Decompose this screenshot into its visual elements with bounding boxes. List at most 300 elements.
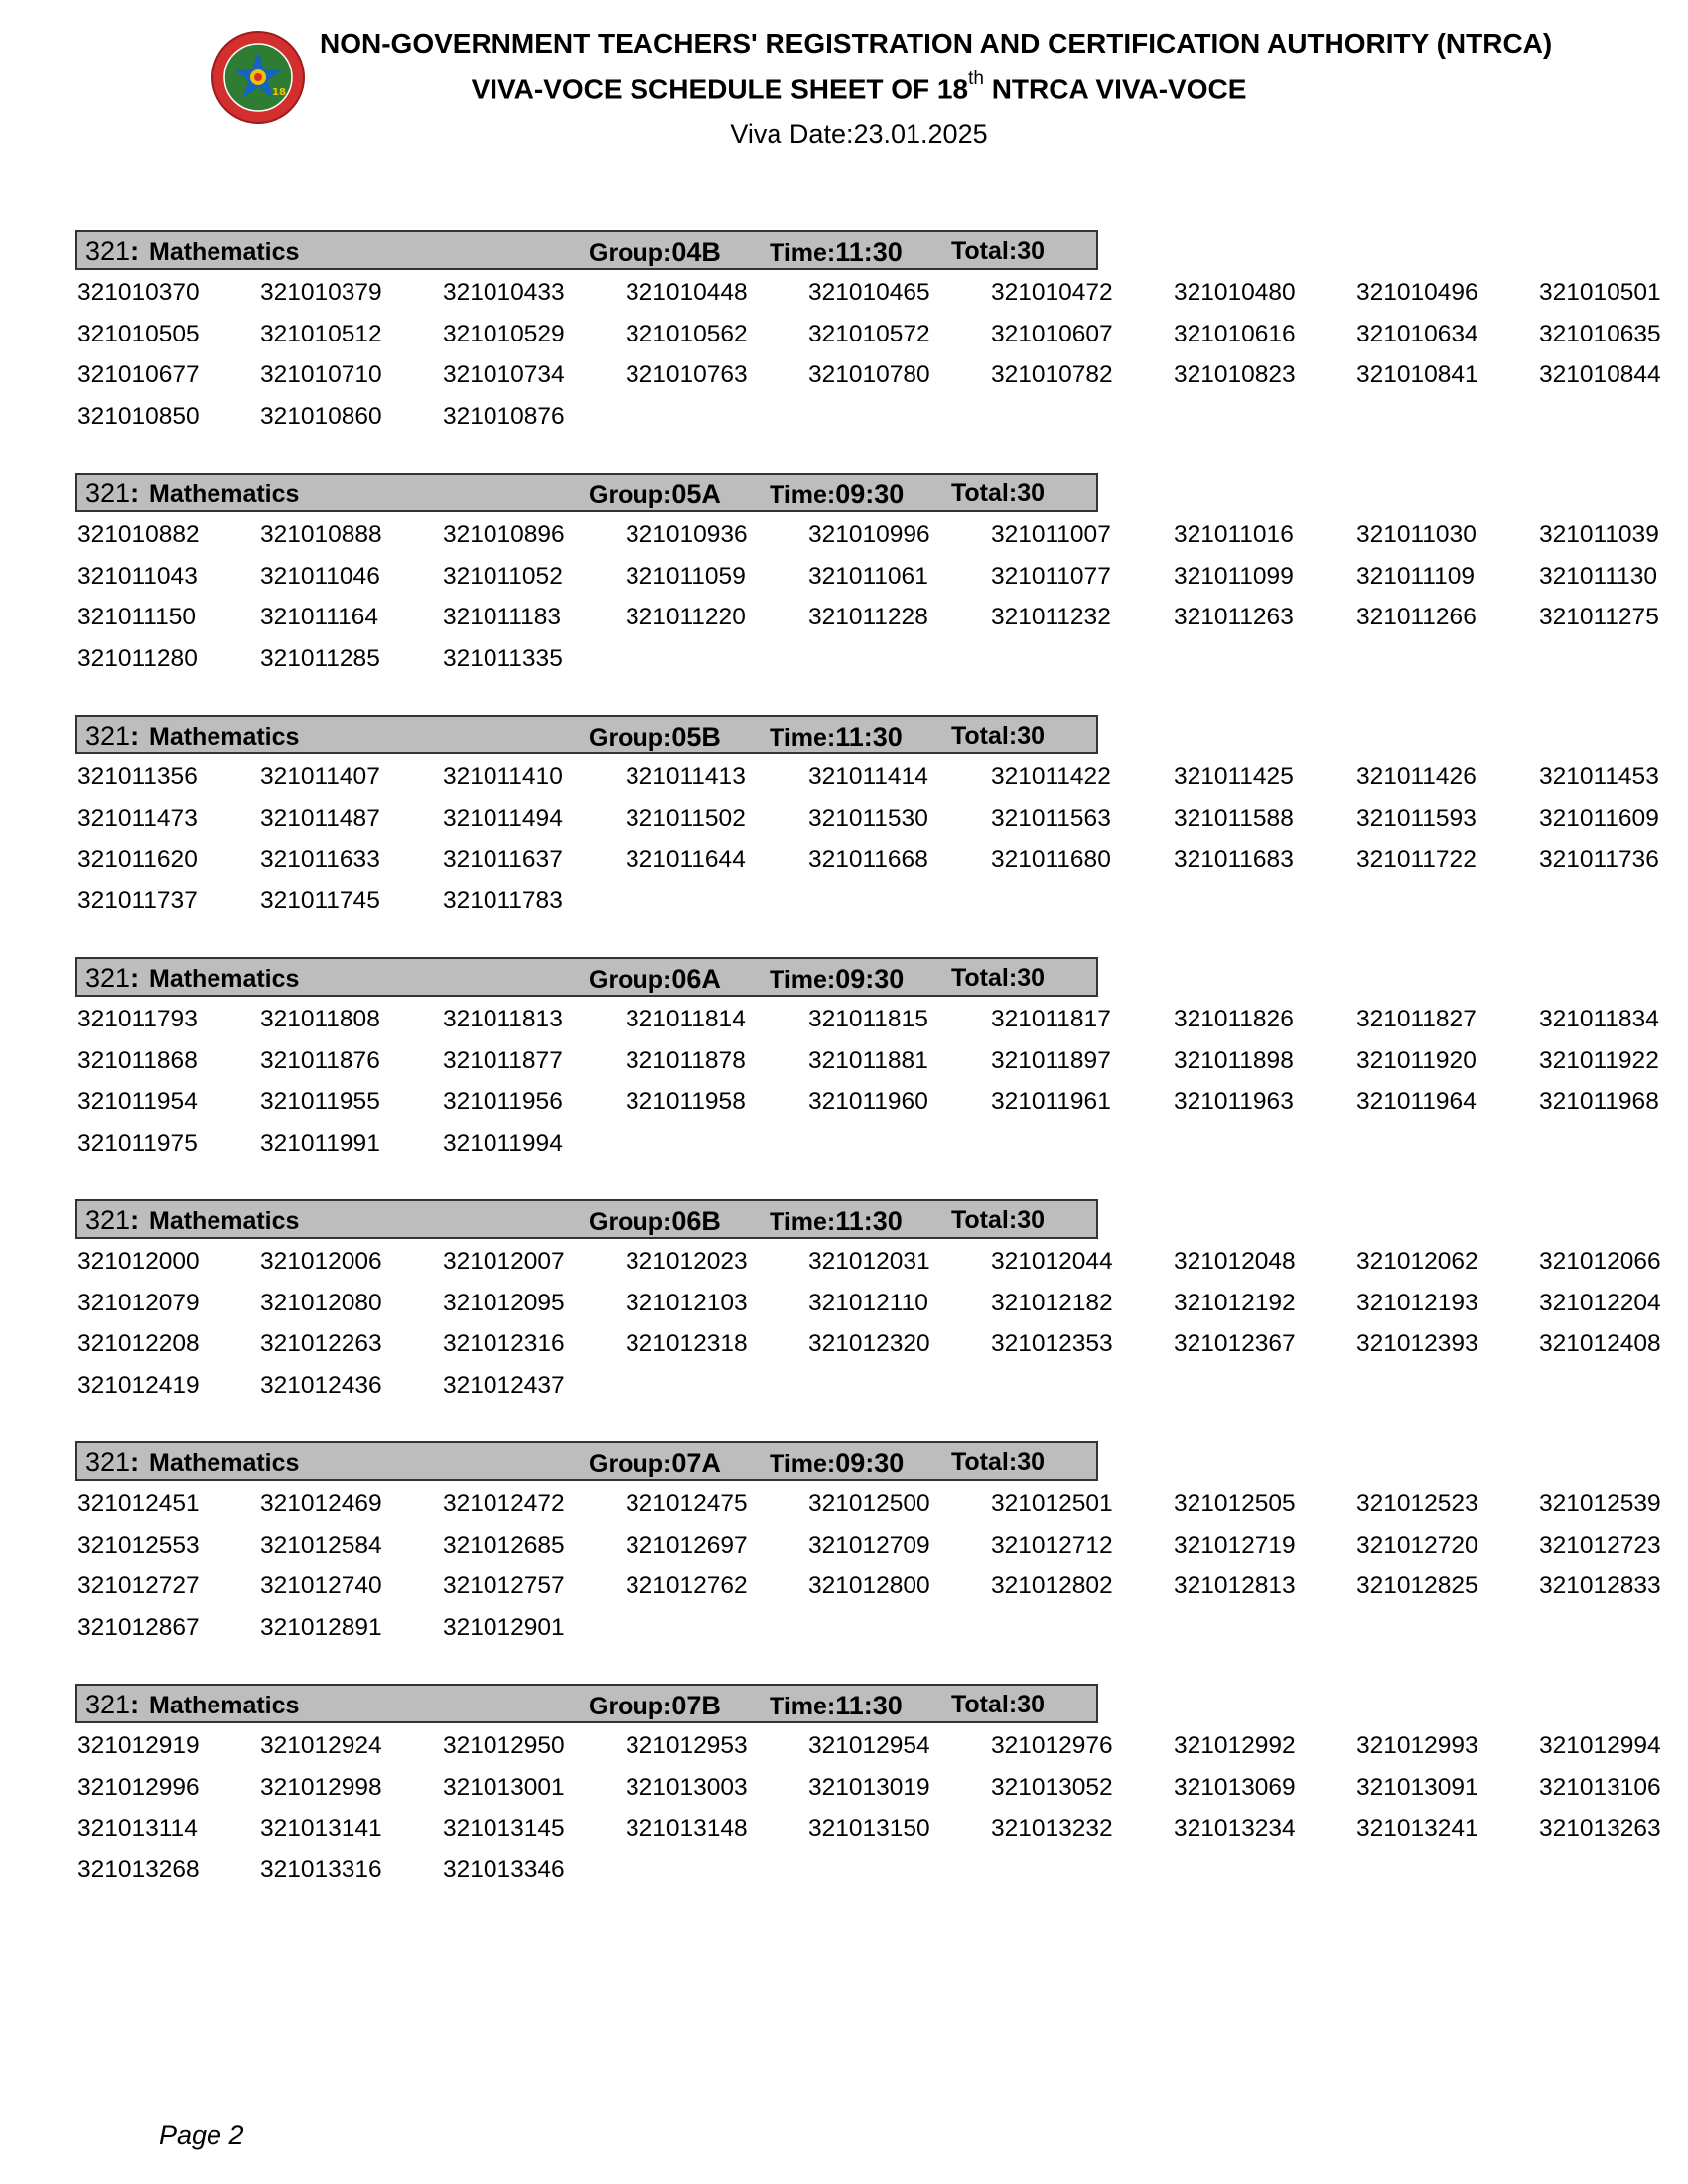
schedule-group [75, 473, 1664, 715]
roll-number: 321012193 [1356, 1289, 1478, 1316]
roll-number: 321011878 [626, 1046, 746, 1074]
time-label: Time: [770, 239, 836, 267]
roll-number-list [75, 1005, 1664, 1169]
roll-number: 321011868 [77, 1046, 198, 1074]
viva-date [0, 119, 1688, 150]
group-field [589, 964, 721, 995]
subject-code-separator: : [130, 478, 140, 508]
roll-number: 321011061 [808, 562, 928, 590]
roll-number: 321011563 [991, 804, 1111, 832]
time-value: 09:30 [835, 1448, 905, 1478]
subject-code [85, 1447, 139, 1478]
roll-number: 321012950 [443, 1732, 565, 1759]
roll-number: 321010505 [77, 320, 200, 347]
roll-number: 321010529 [443, 320, 565, 347]
roll-number: 321011530 [808, 804, 928, 832]
time-label: Time: [770, 1693, 836, 1720]
roll-number: 321012353 [991, 1330, 1113, 1357]
roll-number: 321012501 [991, 1490, 1113, 1517]
roll-number: 321011922 [1539, 1046, 1659, 1074]
schedule-group [75, 1441, 1664, 1684]
svg-text:18: 18 [272, 87, 286, 98]
schedule-title [0, 68, 1688, 105]
subject-code [85, 1205, 139, 1236]
roll-number: 321011007 [991, 521, 1111, 548]
roll-number: 321011633 [260, 846, 380, 873]
roll-number: 321011335 [443, 644, 563, 672]
roll-number: 321012437 [443, 1371, 565, 1399]
roll-number: 321011266 [1356, 604, 1477, 630]
roll-number: 321012685 [443, 1531, 565, 1559]
roll-number: 321013091 [1356, 1773, 1478, 1801]
roll-number: 321012709 [808, 1531, 930, 1559]
roll-number: 321010850 [77, 402, 200, 430]
group-header-bar [75, 957, 1098, 997]
roll-number: 321012066 [1539, 1248, 1661, 1275]
subject-code [85, 1690, 139, 1720]
roll-number: 321013234 [1174, 1815, 1296, 1842]
schedule-group [75, 1684, 1664, 1926]
roll-number-list [75, 1731, 1664, 1896]
time-field [770, 1448, 904, 1479]
roll-number: 321011059 [626, 562, 746, 590]
viva-date-label: Viva Date: [730, 119, 854, 149]
group-header-bar [75, 1199, 1098, 1239]
roll-number: 321011109 [1356, 562, 1475, 590]
roll-number: 321010860 [260, 402, 382, 430]
roll-number: 321013346 [443, 1855, 565, 1883]
roll-number: 321010370 [77, 279, 200, 306]
roll-number: 321010841 [1356, 361, 1478, 388]
schedule-group [75, 957, 1664, 1199]
roll-number: 321011099 [1174, 562, 1294, 590]
roll-number: 321013232 [991, 1815, 1113, 1842]
roll-number: 321010876 [443, 402, 565, 430]
group-header-bar [75, 473, 1098, 512]
roll-number-list [75, 1489, 1664, 1654]
roll-number: 321011975 [77, 1129, 198, 1157]
time-field [770, 237, 903, 268]
time-field [770, 1206, 903, 1237]
roll-number: 321013052 [991, 1773, 1113, 1801]
time-value: 09:30 [835, 479, 905, 509]
group-value: 06B [671, 1206, 721, 1236]
roll-number: 321012393 [1356, 1330, 1478, 1357]
roll-number: 321013241 [1356, 1815, 1478, 1842]
roll-number: 321012095 [443, 1289, 565, 1316]
subject-name: Mathematics [149, 1449, 300, 1477]
subject-code [85, 721, 139, 751]
roll-number: 321012976 [991, 1732, 1113, 1759]
group-field [589, 237, 721, 268]
roll-number: 321010763 [626, 361, 748, 388]
roll-number: 321011052 [443, 562, 563, 590]
roll-number: 321010710 [260, 361, 382, 388]
roll-row [75, 603, 1664, 644]
roll-number: 321011961 [991, 1088, 1111, 1115]
roll-number: 321012007 [443, 1248, 565, 1275]
roll-row [75, 644, 1664, 686]
roll-number: 321012833 [1539, 1572, 1661, 1599]
roll-number: 321011422 [991, 763, 1111, 790]
roll-number: 321013150 [808, 1815, 930, 1842]
roll-number: 321012992 [1174, 1732, 1296, 1759]
total-value: 30 [1017, 1206, 1045, 1234]
roll-row [75, 278, 1664, 320]
roll-number: 321012316 [443, 1330, 565, 1357]
total-field [951, 479, 1045, 508]
roll-number: 321011228 [808, 604, 928, 630]
roll-number: 321012762 [626, 1572, 748, 1599]
roll-number: 321011164 [260, 604, 378, 630]
subject-code [85, 963, 139, 994]
roll-number: 321010572 [808, 320, 930, 347]
total-field [951, 1691, 1045, 1719]
roll-number: 321013003 [626, 1773, 748, 1801]
subject-code-separator: : [130, 1690, 140, 1719]
roll-number: 321011453 [1539, 763, 1659, 790]
roll-row [75, 1087, 1664, 1129]
schedule-groups [75, 230, 1664, 1926]
group-field [589, 1691, 721, 1721]
roll-number: 321013141 [260, 1815, 382, 1842]
total-label: Total: [951, 237, 1018, 265]
subject-name: Mathematics [149, 1207, 300, 1235]
roll-number: 321012867 [77, 1613, 200, 1641]
roll-number: 321012110 [808, 1289, 928, 1316]
roll-number: 321011232 [991, 604, 1111, 630]
time-label: Time: [770, 1208, 836, 1236]
time-field [770, 479, 904, 510]
time-value: 11:30 [835, 1206, 903, 1236]
roll-number: 321011407 [260, 763, 380, 790]
total-value: 30 [1017, 237, 1045, 265]
roll-number: 321010677 [77, 361, 200, 388]
roll-number: 321011413 [626, 763, 746, 790]
subject-code-separator: : [130, 963, 140, 993]
time-field [770, 964, 904, 995]
roll-number: 321012469 [260, 1490, 382, 1517]
roll-number: 321010936 [626, 521, 748, 548]
total-label: Total: [951, 964, 1018, 992]
roll-row [75, 845, 1664, 887]
roll-row [75, 1531, 1664, 1572]
roll-row [75, 520, 1664, 562]
roll-number: 321011827 [1356, 1006, 1477, 1032]
roll-row [75, 1371, 1664, 1413]
group-field [589, 722, 721, 752]
roll-number: 321012953 [626, 1732, 748, 1759]
total-label: Total: [951, 722, 1018, 750]
roll-number: 321011897 [991, 1046, 1111, 1074]
roll-number: 321013263 [1539, 1815, 1661, 1842]
roll-number: 321010634 [1356, 320, 1478, 347]
roll-number: 321011263 [1174, 604, 1294, 630]
roll-number: 321011991 [260, 1129, 380, 1157]
group-label: Group: [589, 481, 672, 509]
roll-number: 321011814 [626, 1006, 746, 1032]
roll-number: 321013268 [77, 1855, 200, 1883]
roll-number: 321011077 [991, 562, 1111, 590]
roll-row [75, 1289, 1664, 1330]
roll-number: 321011356 [77, 763, 198, 790]
subject-name: Mathematics [149, 723, 300, 751]
roll-number: 321011425 [1174, 763, 1294, 790]
roll-number: 321012584 [260, 1531, 382, 1559]
roll-number: 321012192 [1174, 1289, 1296, 1316]
roll-number: 321011588 [1174, 804, 1294, 832]
time-label: Time: [770, 724, 836, 751]
roll-number: 321012023 [626, 1248, 748, 1275]
time-value: 11:30 [835, 722, 903, 751]
group-label: Group: [589, 239, 672, 267]
roll-number: 321010780 [808, 361, 930, 388]
roll-number: 321010823 [1174, 361, 1296, 388]
total-label: Total: [951, 1206, 1018, 1234]
roll-number: 321012523 [1356, 1490, 1478, 1517]
subject-code-separator: : [130, 1447, 140, 1477]
group-label: Group: [589, 1208, 672, 1236]
roll-number: 321012924 [260, 1732, 382, 1759]
roll-number: 321013145 [443, 1815, 565, 1842]
roll-number: 321012891 [260, 1613, 382, 1641]
roll-number: 321011683 [1174, 846, 1294, 873]
group-header-bar [75, 230, 1098, 270]
roll-number: 321011130 [1539, 562, 1657, 590]
schedule-group [75, 1199, 1664, 1441]
roll-number: 321010635 [1539, 320, 1661, 347]
schedule-title-prefix: VIVA-VOCE SCHEDULE SHEET OF 18 [471, 73, 969, 105]
roll-number: 321011736 [1539, 846, 1659, 873]
roll-number: 321010501 [1539, 279, 1661, 306]
roll-number: 321011745 [260, 887, 380, 914]
roll-number: 321012318 [626, 1330, 748, 1357]
roll-number: 321011275 [1539, 604, 1659, 630]
roll-number: 321012553 [77, 1531, 200, 1559]
roll-number: 321012712 [991, 1531, 1113, 1559]
roll-number: 321011285 [260, 644, 380, 672]
roll-row [75, 1129, 1664, 1170]
roll-number: 321010512 [260, 320, 382, 347]
subject-name: Mathematics [149, 480, 300, 508]
roll-row [75, 887, 1664, 928]
total-value: 30 [1017, 964, 1045, 992]
roll-number: 321012000 [77, 1248, 200, 1275]
roll-number: 321011220 [626, 604, 746, 630]
roll-number: 321010844 [1539, 361, 1661, 388]
roll-number: 321011808 [260, 1006, 380, 1032]
roll-number: 321011813 [443, 1006, 563, 1032]
subject-code-value: 321 [85, 236, 131, 266]
time-value: 11:30 [835, 1691, 903, 1720]
roll-number: 321010782 [991, 361, 1113, 388]
roll-number: 321011502 [626, 804, 746, 832]
roll-number: 321013001 [443, 1773, 565, 1801]
subject-code [85, 478, 139, 509]
roll-number: 321011817 [991, 1006, 1111, 1032]
time-label: Time: [770, 966, 836, 994]
roll-number: 321011881 [808, 1046, 928, 1074]
roll-number: 321012993 [1356, 1732, 1478, 1759]
group-value: 05B [671, 722, 721, 751]
roll-number: 321011958 [626, 1088, 746, 1115]
roll-number: 321012367 [1174, 1330, 1296, 1357]
roll-row [75, 562, 1664, 604]
roll-number: 321011046 [260, 562, 380, 590]
roll-number: 321011494 [443, 804, 563, 832]
roll-number: 321012006 [260, 1248, 382, 1275]
group-field [589, 479, 721, 510]
roll-number: 321011039 [1539, 521, 1659, 548]
total-field [951, 964, 1045, 993]
subject-code-value: 321 [85, 1690, 131, 1719]
roll-row [75, 1005, 1664, 1046]
group-value: 06A [671, 964, 721, 994]
page-number: Page 2 [159, 2120, 244, 2150]
group-value: 07A [671, 1448, 721, 1478]
subject-code-value: 321 [85, 478, 131, 508]
subject-code-separator: : [130, 721, 140, 751]
subject-code-value: 321 [85, 963, 131, 993]
group-field [589, 1448, 721, 1479]
roll-row [75, 1329, 1664, 1371]
roll-number: 321013316 [260, 1855, 382, 1883]
total-field [951, 237, 1045, 266]
roll-number: 321011955 [260, 1088, 380, 1115]
roll-number: 321011043 [77, 562, 198, 590]
roll-number: 321011016 [1174, 521, 1294, 548]
subject-code-separator: : [130, 236, 140, 266]
subject-name: Mathematics [149, 238, 300, 266]
schedule-group [75, 715, 1664, 957]
roll-number: 321011150 [77, 604, 196, 630]
roll-number: 321012320 [808, 1330, 930, 1357]
total-value: 30 [1017, 722, 1045, 750]
roll-number: 321012436 [260, 1371, 382, 1399]
roll-number: 321012697 [626, 1531, 748, 1559]
roll-row [75, 762, 1664, 804]
group-value: 04B [671, 237, 721, 267]
roll-number: 321012919 [77, 1732, 200, 1759]
roll-number: 321010607 [991, 320, 1113, 347]
roll-row [75, 1613, 1664, 1655]
roll-number: 321012757 [443, 1572, 565, 1599]
roll-number: 321011876 [260, 1046, 380, 1074]
roll-number: 321011783 [443, 887, 563, 914]
roll-number: 321010734 [443, 361, 565, 388]
roll-number: 321011620 [77, 846, 198, 873]
roll-number: 321012263 [260, 1330, 382, 1357]
roll-number: 321012998 [260, 1773, 382, 1801]
total-value: 30 [1017, 1448, 1045, 1476]
group-value: 05A [671, 479, 721, 509]
roll-number: 321010480 [1174, 279, 1296, 306]
roll-number: 321011487 [260, 804, 380, 832]
roll-number: 321011426 [1356, 763, 1477, 790]
roll-number: 321012727 [77, 1572, 200, 1599]
roll-number-list [75, 520, 1664, 685]
roll-number: 321012031 [808, 1248, 930, 1275]
roll-number: 321011920 [1356, 1046, 1477, 1074]
time-label: Time: [770, 1450, 836, 1478]
group-value: 07B [671, 1691, 721, 1720]
roll-number: 321012994 [1539, 1732, 1661, 1759]
time-value: 11:30 [835, 237, 903, 267]
roll-number: 321010562 [626, 320, 748, 347]
roll-number: 321010472 [991, 279, 1113, 306]
roll-number: 321012954 [808, 1732, 930, 1759]
roll-number: 321010433 [443, 279, 565, 306]
roll-number: 321011668 [808, 846, 928, 873]
roll-number: 321011410 [443, 763, 563, 790]
roll-number: 321010888 [260, 521, 382, 548]
roll-number: 321012800 [808, 1572, 930, 1599]
roll-number: 321012500 [808, 1490, 930, 1517]
roll-row [75, 320, 1664, 361]
group-label: Group: [589, 1693, 672, 1720]
roll-row [75, 1855, 1664, 1897]
roll-number: 321012080 [260, 1289, 382, 1316]
group-header-bar [75, 1684, 1098, 1723]
group-header-bar [75, 715, 1098, 754]
subject-name: Mathematics [149, 965, 300, 993]
roll-number: 321011030 [1356, 521, 1477, 548]
roll-number: 321012475 [626, 1490, 748, 1517]
roll-number: 321010448 [626, 279, 748, 306]
roll-number: 321012044 [991, 1248, 1113, 1275]
roll-row [75, 402, 1664, 444]
roll-row [75, 1814, 1664, 1855]
roll-number: 321011414 [808, 763, 928, 790]
roll-row [75, 804, 1664, 846]
roll-number: 321012740 [260, 1572, 382, 1599]
roll-number: 321011609 [1539, 804, 1659, 832]
roll-number: 321012825 [1356, 1572, 1478, 1599]
roll-number: 321012419 [77, 1371, 200, 1399]
roll-number: 321011737 [77, 887, 198, 914]
roll-number: 321011280 [77, 644, 198, 672]
roll-row [75, 1773, 1664, 1815]
roll-number-list [75, 278, 1664, 443]
roll-number: 321012103 [626, 1289, 748, 1316]
roll-number: 321012079 [77, 1289, 200, 1316]
roll-number: 321011644 [626, 846, 746, 873]
roll-number: 321012539 [1539, 1490, 1661, 1517]
roll-number: 321010379 [260, 279, 382, 306]
subject-code-value: 321 [85, 1447, 131, 1477]
time-field [770, 722, 903, 752]
roll-number: 321013069 [1174, 1773, 1296, 1801]
total-field [951, 1206, 1045, 1235]
schedule-title-ordinal: th [968, 68, 984, 89]
time-value: 09:30 [835, 964, 905, 994]
subject-code [85, 236, 139, 267]
roll-number: 321012048 [1174, 1248, 1296, 1275]
roll-number: 321012408 [1539, 1330, 1661, 1357]
roll-number: 321011815 [808, 1006, 928, 1032]
roll-number: 321011956 [443, 1088, 563, 1115]
roll-number: 321011834 [1539, 1006, 1659, 1032]
roll-number: 321012813 [1174, 1572, 1296, 1599]
roll-number: 321011954 [77, 1088, 198, 1115]
roll-number: 321011826 [1174, 1006, 1294, 1032]
roll-number: 321013106 [1539, 1773, 1661, 1801]
viva-date-value: 23.01.2025 [853, 119, 988, 149]
roll-number: 321012802 [991, 1572, 1113, 1599]
roll-number: 321012719 [1174, 1531, 1296, 1559]
time-label: Time: [770, 481, 836, 509]
roll-number: 321011593 [1356, 804, 1477, 832]
